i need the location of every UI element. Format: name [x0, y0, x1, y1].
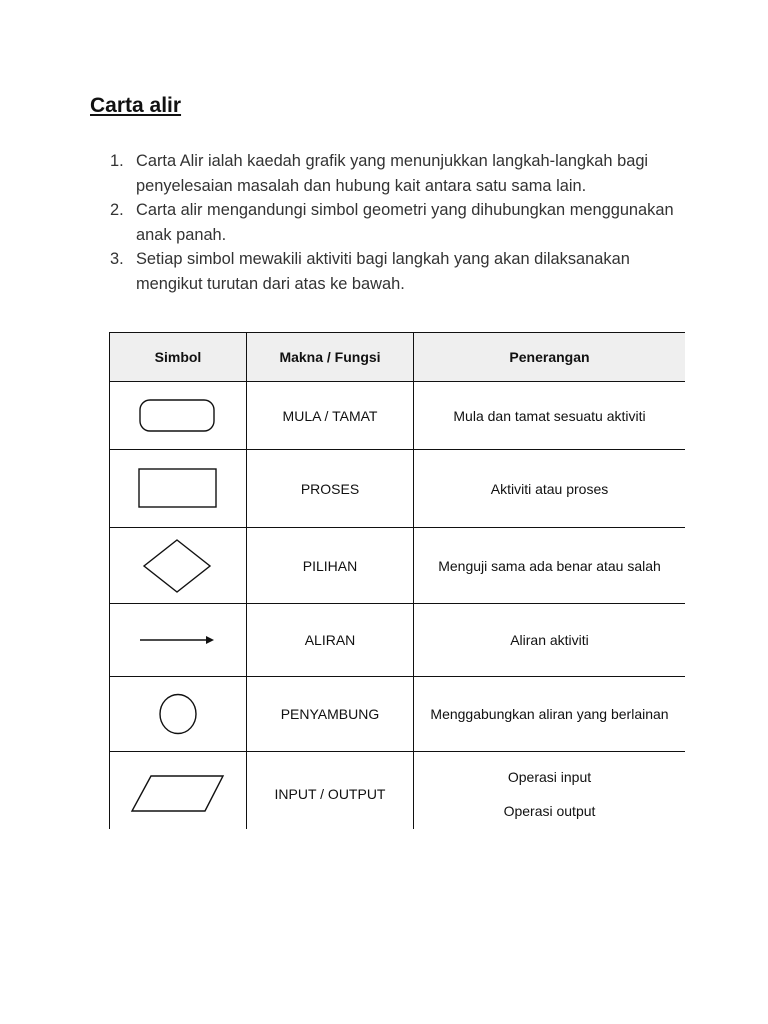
parallelogram-icon — [129, 773, 227, 815]
explanation-cell — [414, 450, 686, 528]
symbol-cell — [110, 528, 247, 604]
meaning-cell: PROSES — [247, 450, 414, 528]
meaning-cell: INPUT / OUTPUT — [247, 752, 414, 830]
list-number: 2. — [110, 201, 124, 219]
symbol-cell — [110, 752, 247, 830]
explanation-text: Mula dan tamat sesuatu aktiviti — [453, 407, 646, 424]
explanation-text: Aktiviti atau proses — [490, 480, 609, 497]
meaning-cell: ALIRAN — [247, 604, 414, 677]
table-row — [110, 382, 686, 450]
symbol-cell — [110, 677, 247, 752]
rounded-rectangle-icon — [138, 397, 218, 435]
table-row — [110, 677, 686, 752]
symbol-cell — [110, 604, 247, 677]
explanation-cell — [414, 528, 686, 604]
explanation-text: Operasi output — [503, 802, 596, 819]
table-row — [110, 528, 686, 604]
table-row — [110, 752, 686, 830]
points-list — [110, 149, 680, 296]
table-row — [110, 604, 686, 677]
table-row — [110, 450, 686, 528]
list-item — [110, 198, 680, 247]
explanation-cell — [414, 604, 686, 677]
diamond-icon — [142, 538, 214, 594]
list-text: Carta alir mengandungi simbol geometri yang dihubungkan menggunakan anak panah. — [136, 201, 674, 244]
page-title: Carta alir — [90, 94, 182, 117]
meaning-cell: PILIHAN — [247, 528, 414, 604]
header-symbol: Simbol — [110, 333, 247, 382]
symbol-table — [109, 332, 685, 829]
header-meaning: Makna / Fungsi — [247, 333, 414, 382]
explanation-cell — [414, 752, 686, 830]
table-header-row — [110, 333, 686, 382]
symbol-cell — [110, 450, 247, 528]
circle-icon — [157, 692, 199, 736]
list-number: 3. — [110, 250, 124, 268]
list-number: 1. — [110, 152, 124, 170]
explanation-text: Operasi input — [507, 768, 592, 785]
explanation-text: Menggabungkan aliran yang berlainan — [430, 706, 669, 722]
header-explanation: Penerangan — [414, 333, 686, 382]
symbol-cell — [110, 382, 247, 450]
meaning-cell: MULA / TAMAT — [247, 382, 414, 450]
list-text: Setiap simbol mewakili aktiviti bagi langkah yang akan dilaksanakan mengikut turutan dari atas ke bawah. — [136, 250, 630, 293]
meaning-cell: PENYAMBUNG — [247, 677, 414, 752]
list-item — [110, 149, 680, 198]
explanation-text: Menguji sama ada benar atau salah — [438, 557, 661, 574]
rectangle-icon — [137, 467, 219, 511]
symbol-table-container — [109, 332, 685, 829]
list-text: Carta Alir ialah kaedah grafik yang menunjukkan langkah-langkah bagi penyelesaian masalah dan hubung kait antara satu sama lain. — [136, 152, 649, 195]
explanation-text: Aliran aktiviti — [510, 632, 589, 648]
explanation-cell — [414, 677, 686, 752]
list-item — [110, 247, 680, 296]
explanation-cell — [414, 382, 686, 450]
arrow-icon — [138, 633, 218, 647]
